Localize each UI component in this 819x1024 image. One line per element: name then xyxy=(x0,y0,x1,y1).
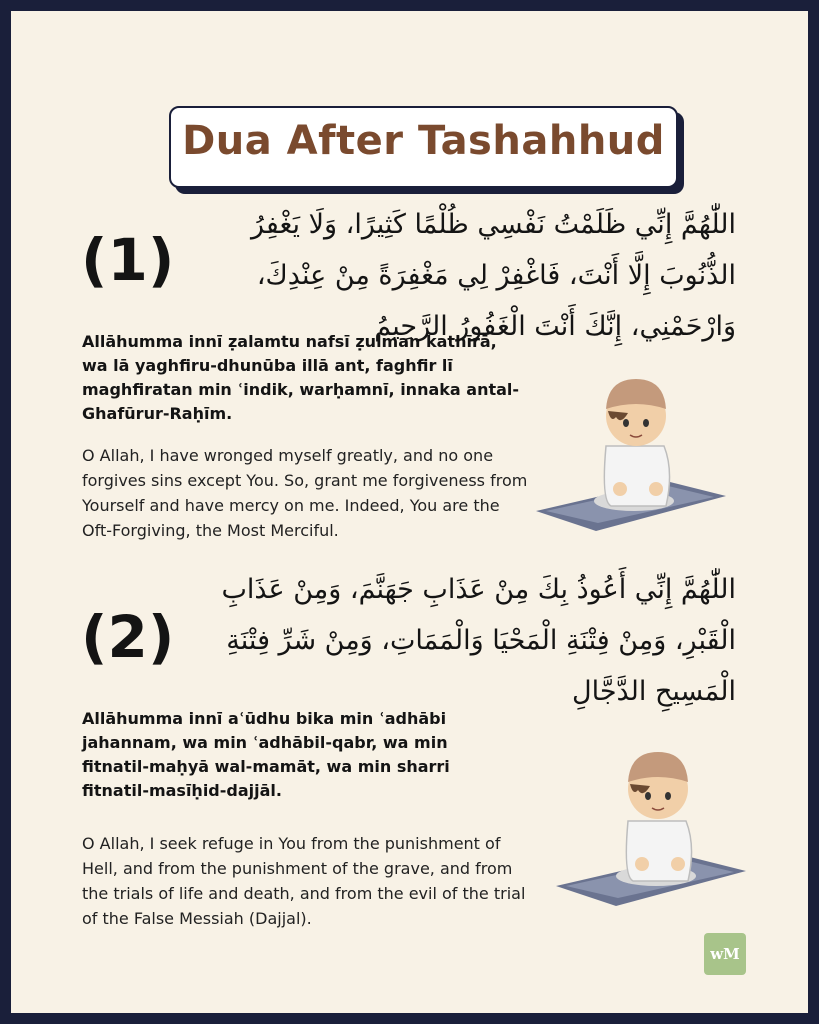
praying-boy-illustration-2 xyxy=(546,731,766,911)
praying-boy-illustration xyxy=(516,361,736,541)
dua-1-translation: O Allah, I have wronged myself greatly, and no one forgives sins except You. So, grant me forgiveness from Yourself and have mercy on me. Indeed, You are the Oft-Forgiving, the Most Merciful. xyxy=(82,446,528,540)
dua-2-number: (2) xyxy=(81,603,175,671)
wm-logo: wM xyxy=(704,933,746,975)
dua-1-transliteration: Allāhumma innī ẓalamtu nafsī ẓulman kathīrā, wa lā yaghfiru-dhunūba illā ant, faghfir lī maghfiratan min ʿindik, warḥamnī, innaka antal-Ghafūrur-Raḥīm. xyxy=(82,332,520,423)
robe xyxy=(604,446,669,506)
page-title: Dua After Tashahhud xyxy=(182,118,665,164)
dua-2-translation: O Allah, I seek refuge in You from the punishment of Hell, and from the punishment of the grave, and from the trials of life and death, and from the evil of the trial of the False Messiah (Dajjal). xyxy=(82,834,526,928)
dua-2-arabic: اللّٰهُمَّ إِنِّي أَعُوذُ بِكَ مِنْ عَذَابِ جَهَنَّمَ، وَمِنْ عَذَابِ الْقَبْرِ، وَمِنْ فِتْنَةِ الْمَحْيَا وَالْمَمَاتِ، وَمِنْ شَرِّ فِتْنَةِ الْمَسِيحِ الدَّجَّالِ xyxy=(221,574,736,707)
title-banner xyxy=(169,106,678,188)
dua-2-transliteration: Allāhumma innī aʿūdhu bika min ʿadhābi jahannam, wa min ʿadhābil-qabr, wa min fitnatil-maḥyā wal-mamāt, wa min sharri fitnatil-masīḥid-dajjāl. xyxy=(82,709,450,800)
dua-1-number: (1) xyxy=(81,226,175,294)
dua-1-arabic: اللّٰهُمَّ إِنِّي ظَلَمْتُ نَفْسِي ظُلْمًا كَثِيرًا، وَلَا يَغْفِرُ الذُّنُوبَ إِلَّا أَنْتَ، فَاغْفِرْ لِي مَغْفِرَةً مِنْ عِنْدِكَ، وَارْحَمْنِي، إِنَّكَ أَنْتَ الْغَفُورُ الرَّحِيمُ xyxy=(250,209,736,342)
robe-2 xyxy=(626,821,691,881)
page-frame xyxy=(11,11,808,1013)
